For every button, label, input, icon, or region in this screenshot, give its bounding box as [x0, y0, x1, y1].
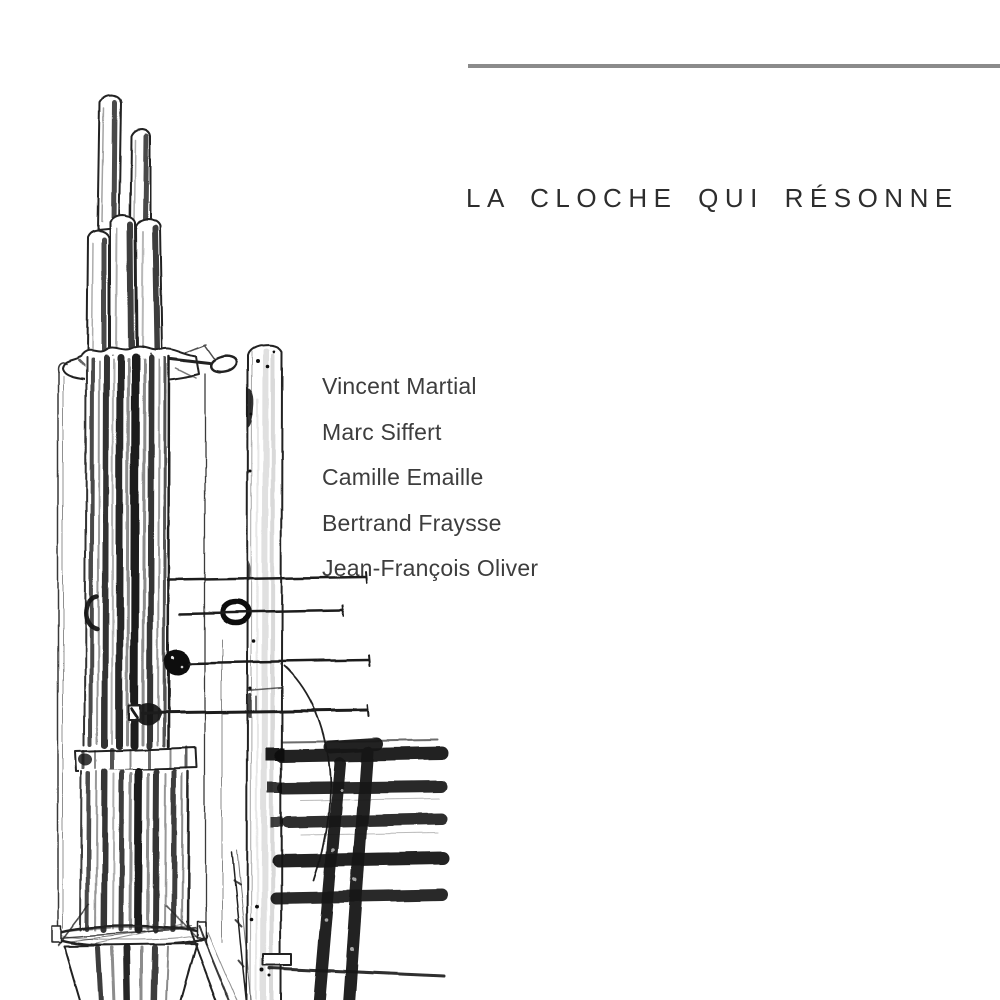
top-divider-rule — [468, 64, 1000, 68]
artist-name: Bertrand Fraysse — [322, 509, 502, 536]
tripod-braces — [186, 922, 238, 1000]
artist-name: Marc Siffert — [322, 418, 442, 445]
bell-machine-illustration — [0, 0, 470, 1000]
album-title: LA CLOCHE QUI RÉSONNE — [466, 183, 959, 213]
artist-name: Jean-François Oliver — [322, 555, 539, 581]
funnel-base — [64, 944, 196, 1000]
collar-joint — [76, 748, 197, 772]
wire-arc — [284, 666, 330, 880]
top-pipes — [87, 95, 162, 352]
artist-name: Vincent Martial — [322, 373, 477, 399]
lower-column — [80, 770, 190, 930]
left-outline — [58, 362, 66, 930]
cables — [205, 374, 222, 944]
upper-column — [84, 356, 170, 748]
artist-name: Camille Emaille — [322, 464, 484, 490]
